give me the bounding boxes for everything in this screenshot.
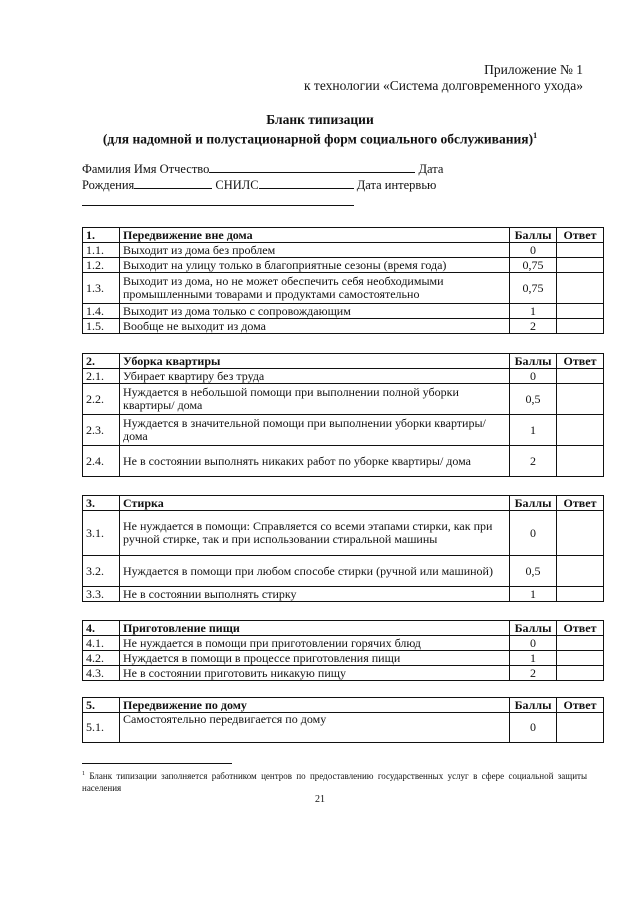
interview-label: Дата интервью (356, 178, 437, 192)
appendix-number: Приложение № 1 (484, 62, 583, 77)
section-number: 4. (83, 621, 120, 636)
answer-cell[interactable] (557, 666, 604, 681)
table-row (83, 415, 604, 446)
item-text: Нуждается в небольшой помощи при выполнении полной уборки квартиры/ дома (120, 384, 510, 415)
item-number: 4.1. (83, 636, 120, 651)
table-row (83, 651, 604, 666)
score-header: Баллы (510, 621, 557, 636)
item-text: Не в состоянии выполнять никаких работ по уборке квартиры/ дома (120, 446, 510, 477)
item-text: Выходит из дома только с сопровождающим (120, 304, 510, 319)
item-score: 2 (510, 319, 557, 334)
snils-label: СНИЛС (215, 178, 259, 192)
fields-row-1 (82, 161, 443, 177)
birth-blank[interactable] (134, 177, 212, 189)
table-row (83, 511, 604, 556)
item-text: Нуждается в помощи в процессе приготовления пищи (120, 651, 510, 666)
form-title-main: Бланк типизации (266, 112, 374, 127)
section-title: Стирка (120, 496, 510, 511)
answer-cell[interactable] (557, 587, 604, 602)
section-title: Передвижение вне дома (120, 228, 510, 243)
item-number: 4.3. (83, 666, 120, 681)
item-text: Нуждается в значительной помощи при выполнении уборки квартиры/ дома (120, 415, 510, 446)
footnote-mark: 1 (82, 771, 85, 777)
appendix-header (304, 62, 583, 94)
item-number: 2.3. (83, 415, 120, 446)
table-row (83, 556, 604, 587)
item-score: 0 (510, 369, 557, 384)
table-row (83, 319, 604, 334)
table-row (83, 713, 604, 743)
answer-cell[interactable] (557, 713, 604, 743)
score-header: Баллы (510, 496, 557, 511)
item-score: 0 (510, 636, 557, 651)
item-number: 2.1. (83, 369, 120, 384)
snils-blank[interactable] (259, 177, 354, 189)
section-table-2 (82, 353, 604, 477)
section-header (83, 621, 604, 636)
section-number: 5. (83, 698, 120, 713)
item-score: 2 (510, 666, 557, 681)
answer-cell[interactable] (557, 446, 604, 477)
item-number: 5.1. (83, 713, 120, 743)
birth-label: Рождения (82, 178, 135, 192)
answer-cell[interactable] (557, 511, 604, 556)
table-row (83, 446, 604, 477)
answer-cell[interactable] (557, 243, 604, 258)
item-number: 1.4. (83, 304, 120, 319)
item-score: 1 (510, 415, 557, 446)
section-header (83, 354, 604, 369)
form-title-sub: (для надомной и полустационарной форм социального обслуживания)$^1$ (102, 131, 538, 147)
footnote-mark: 1 (533, 131, 538, 140)
answer-cell[interactable] (557, 636, 604, 651)
score-header: Баллы (510, 228, 557, 243)
item-number: 4.2. (83, 651, 120, 666)
item-text: Не нуждается в помощи: Справляется со всеми этапами стирки, как при ручной стирке, так и при использовании стиральной машины (120, 511, 510, 556)
answer-cell[interactable] (557, 369, 604, 384)
table-row (83, 587, 604, 602)
table-row (83, 273, 604, 304)
fio-label: Фамилия Имя Отчество (82, 162, 210, 176)
item-score: 0 (510, 243, 557, 258)
section-table-1 (82, 227, 604, 334)
answer-cell[interactable] (557, 273, 604, 304)
item-text: Убирает квартиру без труда (120, 369, 510, 384)
table-row (83, 369, 604, 384)
item-text: Вообще не выходит из дома (120, 319, 510, 334)
item-text: Самостоятельно передвигается по дому (120, 713, 510, 743)
item-number: 1.5. (83, 319, 120, 334)
form-title (0, 112, 640, 148)
table-row (83, 666, 604, 681)
item-score: 0,5 (510, 556, 557, 587)
item-text: Выходит на улицу только в благоприятные сезоны (время года) (120, 258, 510, 273)
answer-header: Ответ (557, 496, 604, 511)
item-number: 3.2. (83, 556, 120, 587)
item-text: Выходит из дома без проблем (120, 243, 510, 258)
item-number: 3.1. (83, 511, 120, 556)
section-table-4 (82, 620, 604, 681)
item-number: 2.4. (83, 446, 120, 477)
section-title: Уборка квартиры (120, 354, 510, 369)
table-row (83, 304, 604, 319)
answer-cell[interactable] (557, 258, 604, 273)
item-text: Не нуждается в помощи при приготовлении горячих блюд (120, 636, 510, 651)
item-text: Не в состоянии выполнять стирку (120, 587, 510, 602)
item-number: 3.3. (83, 587, 120, 602)
answer-header: Ответ (557, 354, 604, 369)
item-number: 2.2. (83, 384, 120, 415)
section-number: 2. (83, 354, 120, 369)
item-score: 1 (510, 587, 557, 602)
item-text: Не в состоянии приготовить никакую пищу (120, 666, 510, 681)
item-score: 2 (510, 446, 557, 477)
score-header: Баллы (510, 354, 557, 369)
item-score: 0,75 (510, 273, 557, 304)
item-score: 1 (510, 304, 557, 319)
section-title: Передвижение по дому (120, 698, 510, 713)
table-row (83, 258, 604, 273)
item-number: 1.3. (83, 273, 120, 304)
date-label: Дата (418, 162, 444, 176)
item-score: 0,75 (510, 258, 557, 273)
table-row (83, 243, 604, 258)
item-number: 1.2. (83, 258, 120, 273)
footnote (82, 768, 587, 794)
section-table-3 (82, 495, 604, 602)
item-text: Выходит из дома, но не может обеспечить себя необходимыми промышленными товарами и продуктами самостоятельно (120, 273, 510, 304)
answer-cell[interactable] (557, 304, 604, 319)
section-header (83, 698, 604, 713)
item-score: 0 (510, 713, 557, 743)
item-score: 0 (510, 511, 557, 556)
personal-fields (82, 161, 443, 193)
fields-row-2 (82, 177, 443, 193)
answer-cell[interactable] (557, 556, 604, 587)
appendix-reference: к технологии «Система долговременного ухода» (304, 78, 583, 93)
section-title: Приготовление пищи (120, 621, 510, 636)
footnote-separator (82, 763, 232, 764)
item-score: 1 (510, 651, 557, 666)
section-header (83, 228, 604, 243)
answer-header: Ответ (557, 228, 604, 243)
section-number: 3. (83, 496, 120, 511)
page-number: 21 (315, 794, 325, 805)
answer-cell[interactable] (557, 384, 604, 415)
item-number: 1.1. (83, 243, 120, 258)
footnote-text: Бланк типизации заполняется работником центров по предоставлению государственных услуг в сфере социальной защиты населения (82, 771, 588, 793)
section-number: 1. (83, 228, 120, 243)
section-table-5 (82, 697, 604, 743)
table-row (83, 384, 604, 415)
score-header: Баллы (510, 698, 557, 713)
answer-cell[interactable] (557, 319, 604, 334)
fio-blank[interactable] (209, 161, 415, 173)
interview-date-line[interactable] (82, 205, 354, 206)
answer-cell[interactable] (557, 415, 604, 446)
answer-cell[interactable] (557, 651, 604, 666)
table-row (83, 636, 604, 651)
answer-header: Ответ (557, 698, 604, 713)
answer-header: Ответ (557, 621, 604, 636)
item-score: 0,5 (510, 384, 557, 415)
item-text: Нуждается в помощи при любом способе стирки (ручной или машиной) (120, 556, 510, 587)
section-header (83, 496, 604, 511)
